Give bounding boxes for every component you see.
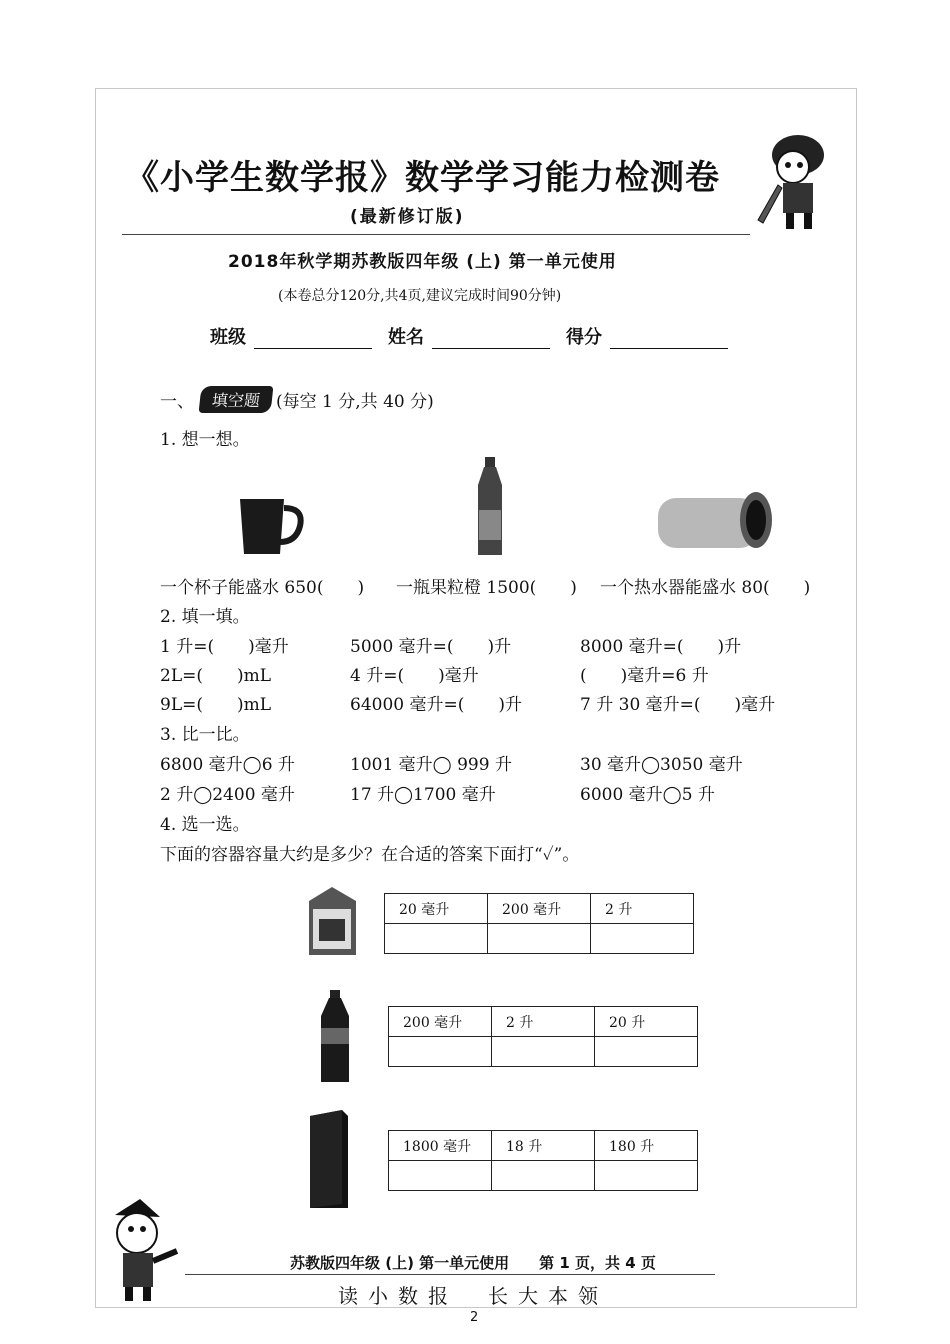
section-badge: 填空题: [199, 386, 274, 413]
answer-cell[interactable]: [595, 1161, 698, 1191]
option-cell: 2 升: [591, 894, 694, 924]
q4-title: 4. 选一选。: [160, 815, 250, 835]
exam-info: 2018年秋学期苏教版四年级 (上) 第一单元使用: [228, 252, 617, 272]
option-cell: 20 毫升: [385, 894, 488, 924]
bottle-icon: [472, 455, 508, 560]
page-subtitle: (最新修订版): [350, 207, 465, 227]
mascot-pencil-icon: [748, 125, 843, 235]
footer-slogan: 读小数报 长大本领: [338, 1284, 608, 1308]
cola-bottle-icon: [315, 988, 355, 1085]
answer-cell[interactable]: [488, 924, 591, 954]
answer-cell[interactable]: [389, 1037, 492, 1067]
q2-cell: 7 升 30 毫升=( )毫升: [580, 695, 776, 715]
q3-title: 3. 比一比。: [160, 725, 250, 745]
option-cell: 200 毫升: [488, 894, 591, 924]
q2-cell: 1 升=( )毫升: [160, 637, 289, 657]
score-field[interactable]: [610, 330, 728, 349]
q2-title: 2. 填一填。: [160, 607, 250, 627]
q3-cell: 30 毫升◯3050 毫升: [580, 755, 743, 775]
student-fields: [210, 323, 736, 349]
q3-cell: 17 升◯1700 毫升: [350, 785, 496, 805]
answer-cell[interactable]: [492, 1037, 595, 1067]
q1-item-cup: 一个杯子能盛水 650( ): [160, 578, 365, 598]
option-cell: 180 升: [595, 1131, 698, 1161]
q1-title: 1. 想一想。: [160, 430, 250, 450]
answer-cell[interactable]: [389, 1161, 492, 1191]
q3-cell: 2 升◯2400 毫升: [160, 785, 295, 805]
water-heater-icon: [652, 488, 777, 558]
mascot-pointing-icon: [95, 1195, 185, 1305]
answer-table-2: [388, 1006, 698, 1067]
option-cell: 200 毫升: [389, 1007, 492, 1037]
answer-cell[interactable]: [591, 924, 694, 954]
answer-table-3: [388, 1130, 698, 1191]
cup-icon: [232, 494, 307, 559]
q2-cell: 9L=( )mL: [160, 695, 272, 715]
name-field[interactable]: [432, 330, 550, 349]
section-prefix: 一、: [160, 392, 194, 412]
answer-cell[interactable]: [492, 1161, 595, 1191]
score-label: 得分: [566, 327, 602, 348]
q2-cell: ( )毫升=6 升: [580, 666, 709, 686]
q1-item-heater: 一个热水器能盛水 80( ): [600, 578, 811, 598]
section-heading: [160, 386, 434, 413]
class-label: 班级: [210, 327, 246, 348]
answer-table-1: [384, 893, 694, 954]
q2-cell: 64000 毫升=( )升: [350, 695, 522, 715]
q3-cell: 6800 毫升◯6 升: [160, 755, 295, 775]
option-cell: 20 升: [595, 1007, 698, 1037]
page-number: 2: [470, 1310, 479, 1325]
answer-cell[interactable]: [595, 1037, 698, 1067]
name-label: 姓名: [388, 327, 424, 348]
milk-carton-icon: [305, 885, 360, 957]
q2-cell: 5000 毫升=( )升: [350, 637, 512, 657]
q4-instruction: 下面的容器容量大约是多少？在合适的答案下面打“✓”。: [160, 845, 580, 865]
q2-cell: 2L=( )mL: [160, 666, 272, 686]
option-cell: 2 升: [492, 1007, 595, 1037]
section-desc: (每空 1 分,共 40 分): [276, 392, 434, 412]
page-title: 《小学生数学报》数学学习能力检测卷: [125, 158, 720, 198]
class-field[interactable]: [254, 330, 372, 349]
footer-info: 苏教版四年级 (上) 第一单元使用 第 1 页，共 4 页: [290, 1254, 656, 1272]
exam-note: (本卷总分120分,共4页,建议完成时间90分钟): [278, 288, 562, 304]
q3-cell: 1001 毫升◯ 999 升: [350, 755, 512, 775]
option-cell: 1800 毫升: [389, 1131, 492, 1161]
q3-cell: 6000 毫升◯5 升: [580, 785, 715, 805]
q2-cell: 8000 毫升=( )升: [580, 637, 742, 657]
footer-divider: [185, 1274, 715, 1275]
juice-box-icon: [306, 1108, 351, 1210]
q1-item-bottle: 一瓶果粒橙 1500( ): [396, 578, 577, 598]
q2-cell: 4 升=( )毫升: [350, 666, 479, 686]
header-divider: [122, 234, 750, 235]
answer-cell[interactable]: [385, 924, 488, 954]
option-cell: 18 升: [492, 1131, 595, 1161]
